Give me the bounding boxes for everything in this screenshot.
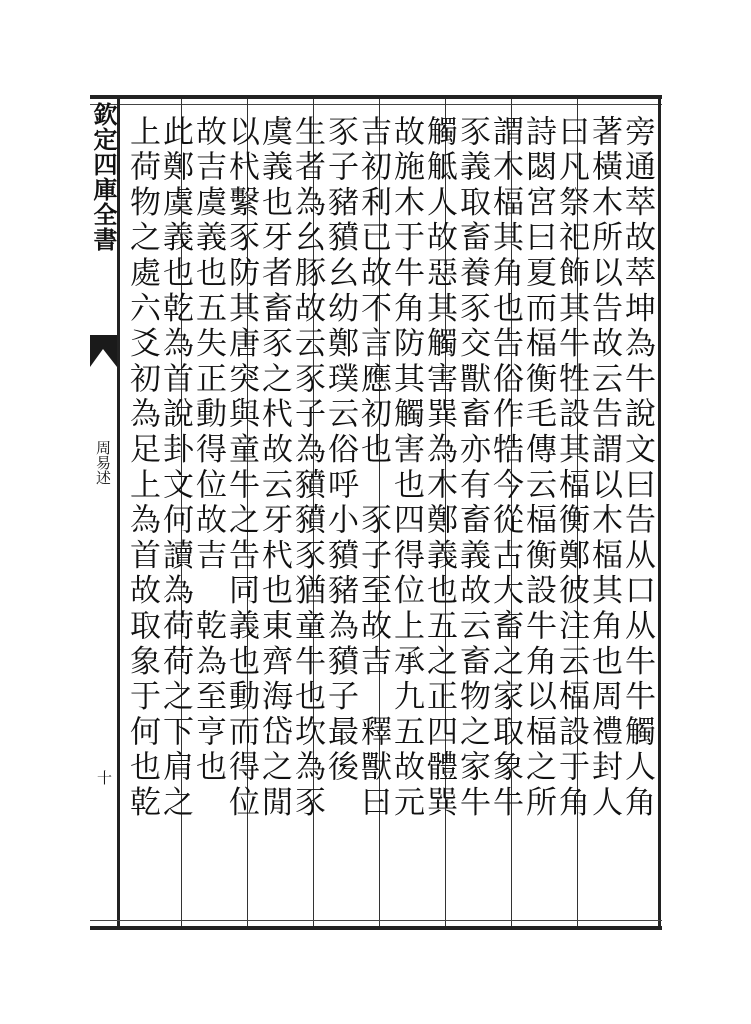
text-column-9: 吉初利已故不言應初也 豕子至故吉 釋獸曰 <box>355 115 391 821</box>
margin-page-number: 十 <box>95 770 113 785</box>
text-column-12: 虞義也牙者畜豕之杙故云牙杙也東齊海岱之閒 <box>256 115 292 821</box>
text-column-4: 詩閟宮曰夏而楅衡毛傳云楅衡設牛角以楅之所 <box>520 115 556 821</box>
text-column-15: 此鄭虞義也乾為首說卦文何讀為荷荷之下肩之 <box>157 115 193 821</box>
text-column-8: 故施木于牛角防其觸害也四得位上承九五故元 <box>388 115 424 821</box>
text-column-13: 以杙繫豕防其唐突與童牛之告同義也動而得位 <box>223 115 259 821</box>
text-column-10: 豕子豬豶幺幼鄭璞云俗呼小豶豬為豶子最後 <box>322 115 358 786</box>
text-column-11: 生者為幺豚故云豕子為豶豶豕猶童牛也坎為豕 <box>289 115 325 821</box>
text-column-16: 上荷物之處六爻初為足上為首故取象于何也乾 <box>124 115 160 821</box>
text-column-1: 旁通萃故萃坤為牛說文曰告从口从牛牛觸人角 <box>619 115 655 821</box>
text-column-3: 曰凡祭祀飾其牛牲設其楅衡鄭彼注云楅設于角 <box>553 115 589 821</box>
text-column-7: 觸觝人故惡其觸害巽為木鄭義也五之正四體巽 <box>421 115 457 821</box>
text-column-6: 豕義取畜養豕交獸畜亦有畜義故云畜物之家牛 <box>454 115 490 821</box>
fish-tail-icon <box>90 335 117 367</box>
text-column-14: 故吉虞義也五失正動得位故吉 乾為至亨也 <box>190 115 226 786</box>
margin-title: 欽定四庫全書 <box>89 102 118 252</box>
margin-book-title: 周易述 <box>94 440 112 485</box>
right-border <box>658 99 661 926</box>
text-column-5: 謂木楅其角也告俗作牿今從古大畜之家取象牛 <box>487 115 523 821</box>
text-column-2: 著橫木所以告故云告謂以木楅其角也周禮封人 <box>586 115 622 821</box>
